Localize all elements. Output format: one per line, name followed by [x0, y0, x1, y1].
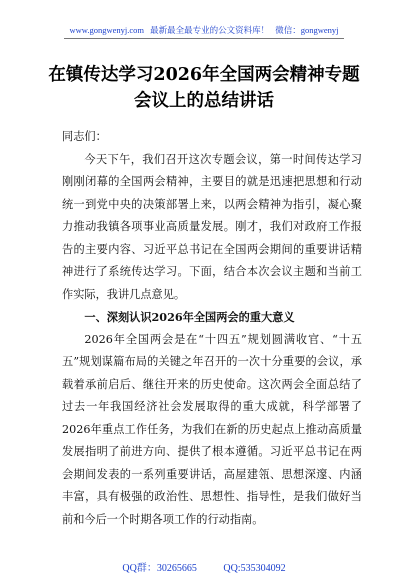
section-heading: 一、深刻认识2026年全国两会的重大意义: [84, 310, 295, 324]
document-title: 在镇传达学习2026年全国两会精神专题会议上的总结讲话: [48, 65, 360, 111]
document-body: [62, 126, 362, 531]
footer-qq-group: QQ群：30265665: [122, 563, 197, 574]
header-wechat: 微信：gongwenyj: [275, 25, 339, 35]
paragraph-significance: 2026年全国两会是在“十四五”规划圆满收官、“十五五”规划谋篇布局的关键之年召开的一次十分重要的会议，承载着承前启后、继往开来的历史使命。这次两会全面总结了过去一年我国经济社会发展取得的重大成就，科学部署了2026年重点工作任务，为我们在新的历史起点上推动高质量发展指明了前进方向、提供了根本遵循。习近平总书记在两会期间发表的一系列重要讲话，高屋建瓴、思想深邃、内涵丰富，具有极强的政治性、思想性、指导性，是我们做好当前和今后一个时期各项工作的行动指南。: [62, 332, 362, 526]
paragraph-intro: 今天下午，我们召开这次专题会议，第一时间传达学习刚刚闭幕的全国两会精神，主要目的就是迅速把思想和行动统一到党中央的决策部署上来，以两会精神为指引，凝心聚力推动我镇各项事业高质量发展。刚才，我们对政府工作报告的主要内容、习近平总书记在全国两会期间的重要讲话精神进行了系统传达学习。下面，结合本次会议主题和当前工作实际，我讲几点意见。: [62, 152, 362, 301]
page-footer: [0, 559, 408, 574]
header-slogan: 最新最全最专业的公文资料库！: [150, 25, 270, 35]
header-divider: [64, 38, 344, 39]
salutation: 同志们：: [62, 130, 107, 143]
header-website[interactable]: www.gongwenyj.com: [69, 25, 144, 35]
page-header: [0, 24, 408, 36]
footer-qq: QQ:535304092: [223, 563, 286, 574]
